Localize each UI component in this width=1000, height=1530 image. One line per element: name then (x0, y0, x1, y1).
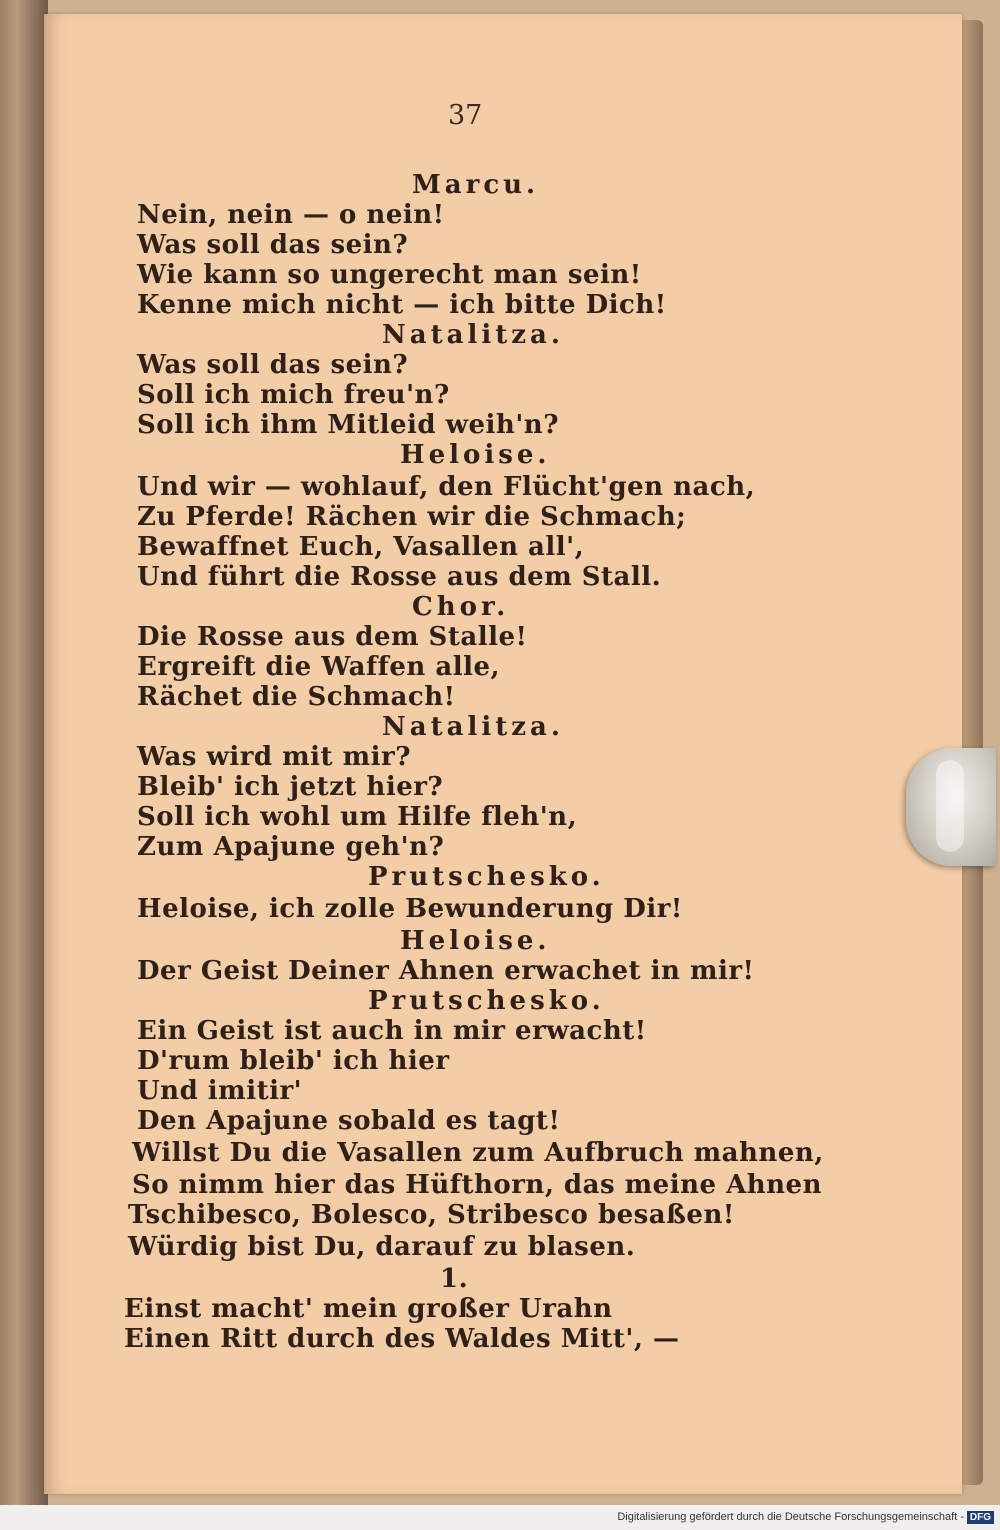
text-line: Der Geist Deiner Ahnen erwachet in mir! (137, 956, 755, 986)
page-number: 37 (448, 100, 483, 131)
text-line: Einst macht' mein großer Urahn (124, 1294, 613, 1324)
text-line: Was wird mit mir? (137, 742, 411, 772)
text-line: Soll ich wohl um Hilfe fleh'n, (137, 802, 578, 832)
footer-bar (0, 1505, 1000, 1530)
text-line: Bewaffnet Euch, Vasallen all', (137, 532, 585, 562)
text-line: D'rum bleib' ich hier (137, 1046, 450, 1076)
text-line: Soll ich mich freu'n? (137, 380, 450, 410)
text-line: Und führt die Rosse aus dem Stall. (137, 562, 662, 592)
text-line: Den Apajune sobald es tagt! (137, 1106, 561, 1136)
text-line: Zu Pferde! Rächen wir die Schmach; (137, 502, 687, 532)
funding-notice: Digitalisierung gefördert durch die Deutsche Forschungsgemeinschaft - (617, 1511, 964, 1523)
text-line: Was soll das sein? (137, 350, 409, 380)
text-line: Willst Du die Vasallen zum Aufbruch mahnen, (132, 1138, 824, 1168)
speaker-name: Chor. (412, 592, 510, 622)
text-line: Soll ich ihm Mitleid weih'n? (137, 410, 559, 440)
text-line: Ein Geist ist auch in mir erwacht! (137, 1016, 647, 1046)
speaker-name: Prutschesko. (368, 862, 605, 892)
dfg-logo: DFG (967, 1511, 994, 1524)
verse-number: 1. (440, 1264, 469, 1294)
page-clip (906, 748, 996, 866)
text-line: Bleib' ich jetzt hier? (137, 772, 444, 802)
text-line: Nein, nein — o nein! (137, 200, 445, 230)
text-line: Wie kann so ungerecht man sein! (137, 260, 642, 290)
text-line: Was soll das sein? (137, 230, 409, 260)
text-line: Einen Ritt durch des Waldes Mitt', — (124, 1324, 680, 1354)
speaker-name: Prutschesko. (368, 986, 605, 1016)
text-line: Heloise, ich zolle Bewunderung Dir! (137, 894, 683, 924)
text-line: Und wir — wohlauf, den Flücht'gen nach, (137, 472, 756, 502)
text-line: Tschibesco, Bolesco, Stribesco besaßen! (128, 1200, 735, 1230)
text-line: Kenne mich nicht — ich bitte Dich! (137, 290, 667, 320)
text-line: Würdig bist Du, darauf zu blasen. (128, 1232, 636, 1262)
speaker-name: Natalitza. (382, 712, 564, 742)
text-line: Ergreift die Waffen alle, (137, 652, 501, 682)
text-line: So nimm hier das Hüfthorn, das meine Ahnen (132, 1170, 822, 1200)
clip-highlight (936, 760, 964, 852)
speaker-name: Marcu. (412, 170, 540, 200)
speaker-name: Heloise. (400, 926, 551, 956)
text-line: Die Rosse aus dem Stalle! (137, 622, 528, 652)
speaker-name: Heloise. (400, 440, 551, 470)
speaker-name: Natalitza. (382, 320, 564, 350)
book-spine (0, 0, 48, 1505)
text-line: Zum Apajune geh'n? (137, 832, 445, 862)
text-line: Rächet die Schmach! (137, 682, 456, 712)
text-line: Und imitir' (137, 1076, 303, 1106)
